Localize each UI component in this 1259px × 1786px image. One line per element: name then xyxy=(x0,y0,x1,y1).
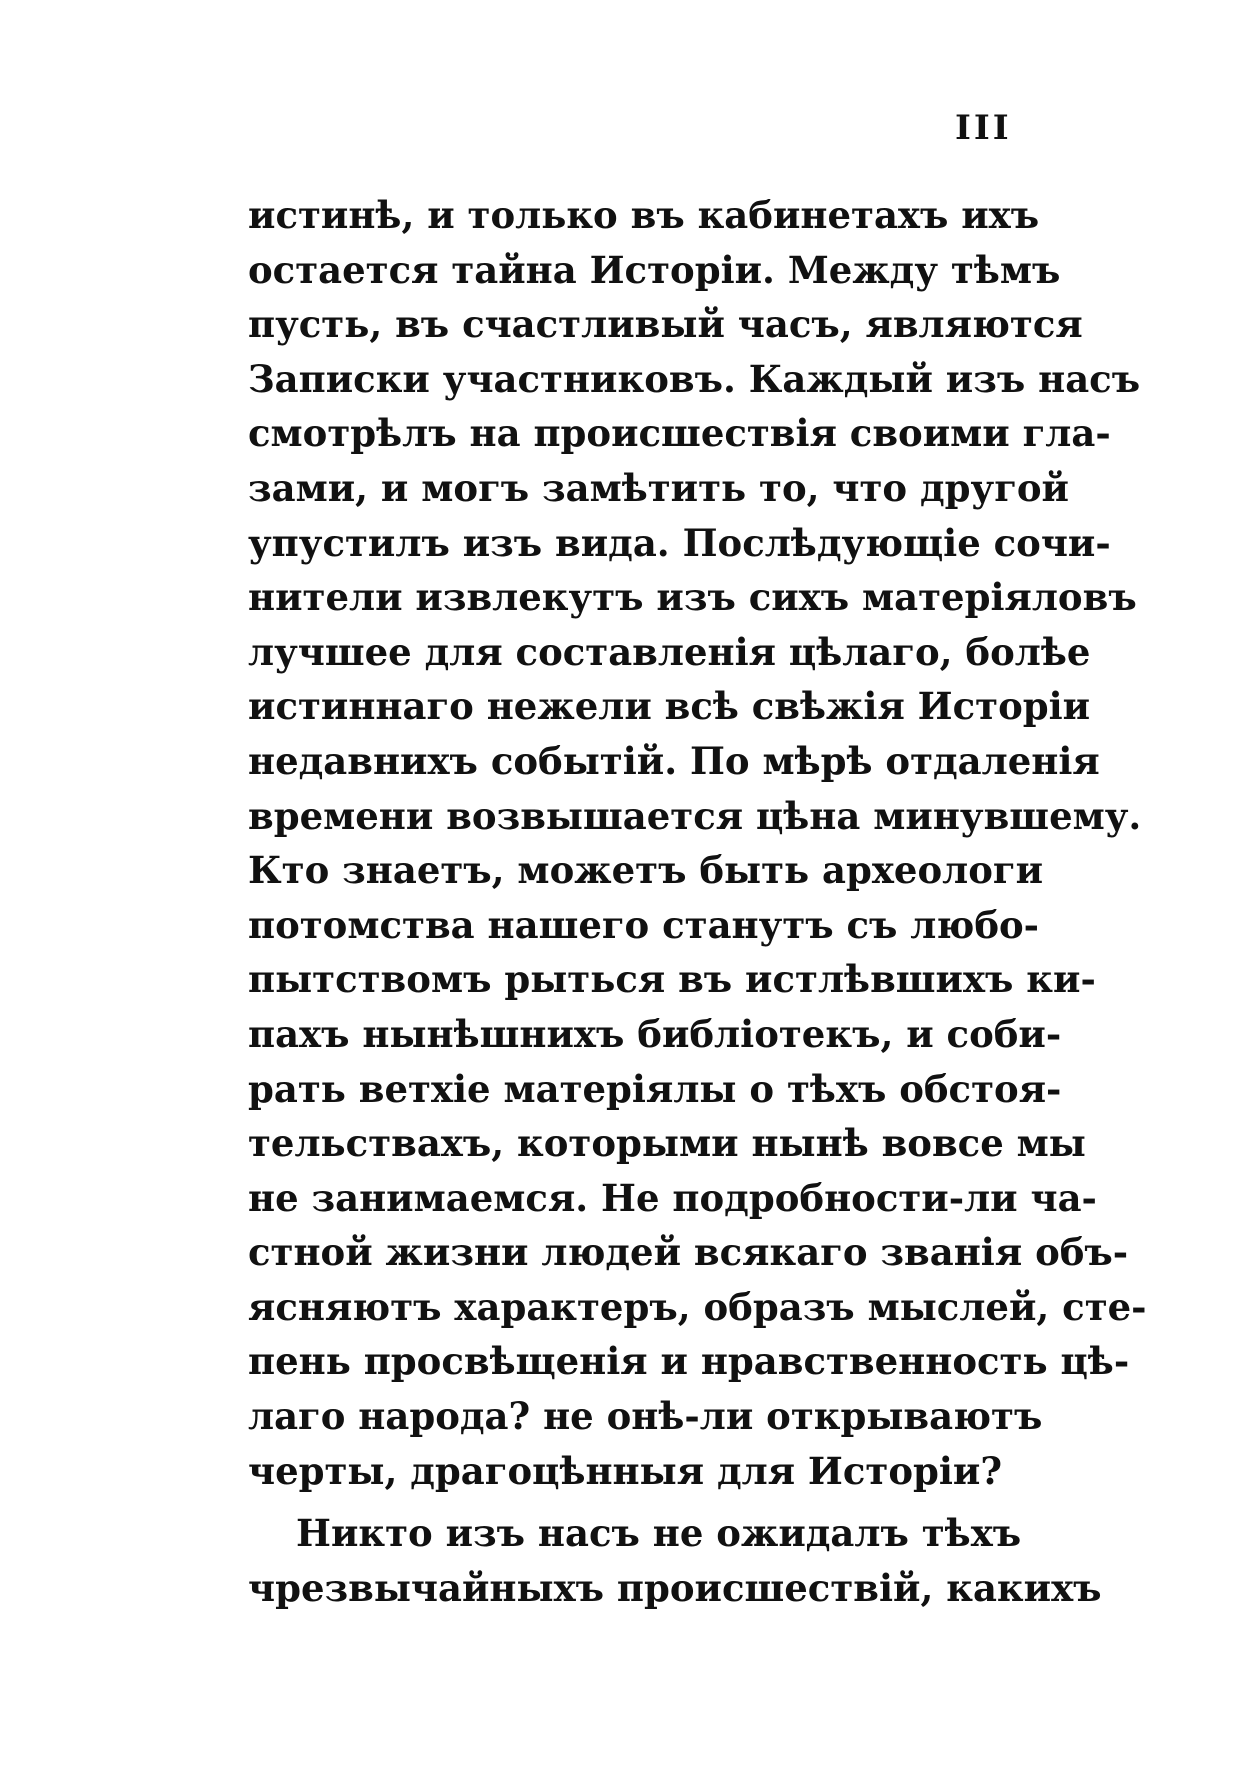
page-number: III xyxy=(955,108,1012,148)
text-line: черты, драгоцѣнныя для Исторіи? xyxy=(248,1448,1003,1493)
text-line: тельствахъ, которыми нынѣ вовсе мы xyxy=(248,1121,1086,1166)
text-line: нители извлекутъ изъ сихъ матеріяловъ xyxy=(248,575,1137,620)
text-line: Никто изъ насъ не ожидалъ тѣхъ xyxy=(296,1511,1022,1556)
text-line: смотрѣлъ на происшествія своими гла- xyxy=(248,411,1111,456)
text-line: пытствомъ рыться въ истлѣвшихъ ки- xyxy=(248,957,1096,1002)
text-line: остается тайна Исторіи. Между тѣмъ xyxy=(248,247,1061,292)
text-line: недавнихъ событій. По мѣрѣ отдаленія xyxy=(248,738,1100,783)
paragraph-gap xyxy=(248,1498,1016,1506)
body-text xyxy=(248,188,1147,1615)
text-line: Кто знаетъ, можетъ быть археологи xyxy=(248,848,1044,893)
text-line: истиннаго нежели всѣ свѣжія Исторіи xyxy=(248,684,1091,729)
paragraph-1 xyxy=(248,188,1147,1498)
text-line: не занимаемся. Не подробности-ли ча- xyxy=(248,1175,1097,1220)
text-line: стной жизни людей всякаго званія объ- xyxy=(248,1230,1129,1275)
text-line: ясняютъ характеръ, образъ мыслей, сте- xyxy=(248,1284,1147,1329)
text-line: пень просвѣщенія и нравственность цѣ- xyxy=(248,1339,1130,1384)
text-line: лучшее для составленія цѣлаго, болѣе xyxy=(248,629,1091,674)
text-line: пусть, въ счастливый часъ, являются xyxy=(248,302,1083,347)
text-line: лаго народа? не онѣ-ли открываютъ xyxy=(248,1394,1043,1439)
text-line: зами, и могъ замѣтить то, что другой xyxy=(248,465,1069,510)
text-line: упустилъ изъ вида. Послѣдующіе сочи- xyxy=(248,520,1111,565)
text-line: потомства нашего станутъ съ любо- xyxy=(248,902,1040,947)
text-line: чрезвычайныхъ происшествій, какихъ xyxy=(248,1565,1102,1610)
text-line: Записки участниковъ. Каждый изъ насъ xyxy=(248,356,1141,401)
paragraph-2 xyxy=(248,1506,1102,1615)
text-line: пахъ нынѣшнихъ библіотекъ, и соби- xyxy=(248,1011,1062,1056)
text-line: времени возвышается цѣна минувшему. xyxy=(248,793,1142,838)
text-line: рать ветхіе матеріялы о тѣхъ обстоя- xyxy=(248,1066,1062,1111)
text-line: истинѣ, и только въ кабинетахъ ихъ xyxy=(248,193,1040,237)
